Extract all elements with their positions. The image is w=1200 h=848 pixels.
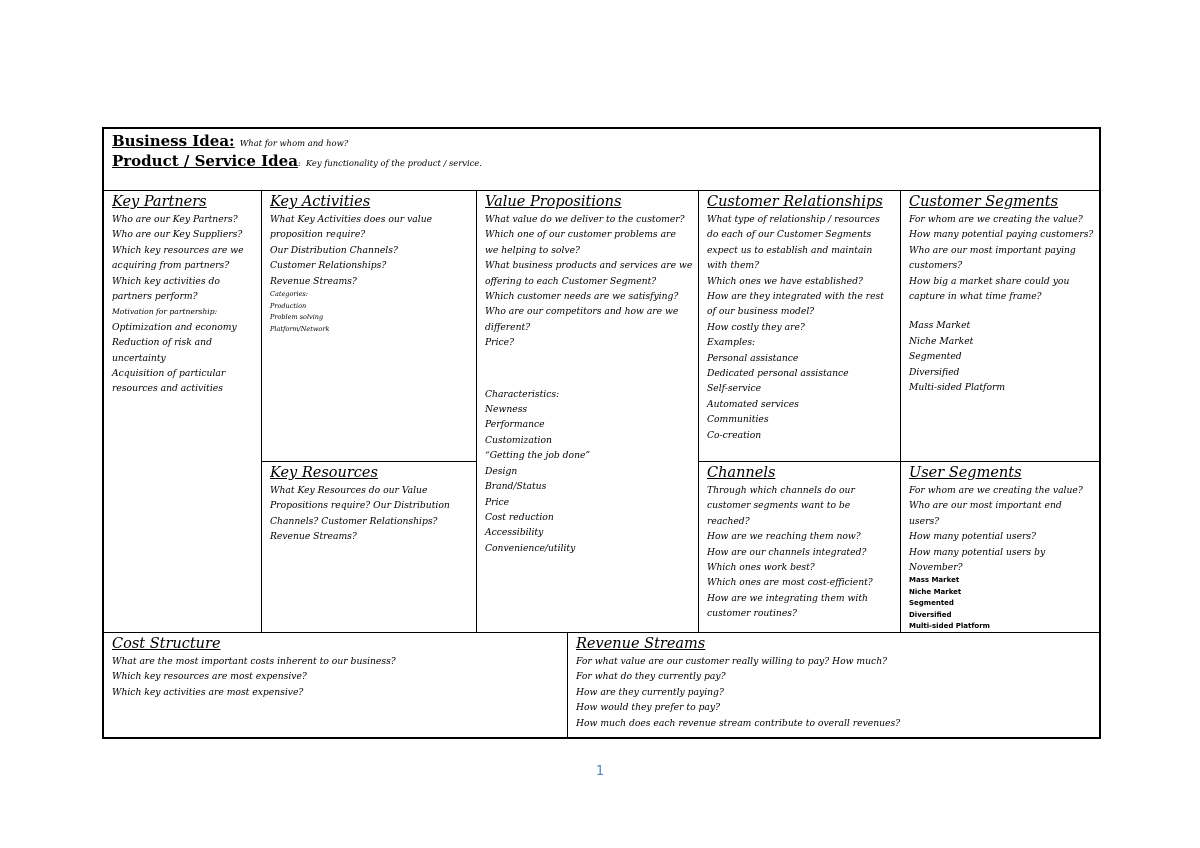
spacer [485,351,692,387]
key-partners-line: Which key resources are we [112,244,244,256]
value-propositions-line: Which one of our customer problems are [485,229,676,241]
cost-structure-line: Which key activities are most expensive? [112,686,304,698]
user-segment-type: Multi-sided Platform [909,622,990,631]
value-characteristic: Accessibility [485,527,544,539]
user-segment-type: Mass Market [909,576,960,585]
key-activities-title: Key Activities [270,194,371,210]
value-propositions-line: different? [485,321,531,333]
key-partners-section [104,191,262,633]
customer-segments-line: How many potential paying customers? [909,229,1094,241]
customer-relationships-line: How costly they are? [707,321,805,333]
spacer [909,304,1093,318]
value-propositions-line: What value do we deliver to the customer? [485,214,685,225]
customer-segments-line: Who are our most important paying [909,244,1076,256]
key-resources-title: Key Resources [270,465,378,481]
customer-relationships-line: What type of relationship / resources [707,214,880,225]
key-partners-line: resources and activities [112,383,223,395]
revenue-streams-section [568,632,1099,737]
channels-line: Through which channels do our [707,485,855,496]
key-resources-line: Revenue Streams? [270,531,357,543]
key-partners-motivation: Motivation for partnership: [112,307,218,317]
key-activities-line: proposition require? [270,229,366,241]
key-partners-line: Optimization and economy [112,321,237,333]
customer-segments-line: For whom are we creating the value? [909,214,1083,225]
customer-relationships-section [699,191,901,462]
channels-line: customer segments want to be [707,500,851,512]
customer-relationships-line: Automated services [707,398,799,410]
key-resources-section [262,462,477,633]
revenue-streams-line: For what do they currently pay? [576,671,726,683]
user-segments-section [901,462,1099,633]
header-section [104,129,1099,191]
key-resources-line: What Key Resources do our Value [270,485,428,496]
revenue-streams-line: How are they currently paying? [576,686,724,698]
user-segment-type: Segmented [909,599,954,608]
revenue-streams-title: Revenue Streams [576,636,706,652]
customer-segment-type: Niche Market [909,335,974,347]
value-characteristic: Brand/Status [485,481,547,493]
value-propositions-line: Which customer needs are we satisfying? [485,291,679,303]
cost-structure-section [104,632,568,737]
key-activities-line: Our Distribution Channels? [270,244,398,256]
channels-line: Which ones work best? [707,562,815,574]
customer-segments-line: How big a market share could you [909,275,1070,287]
revenue-streams-line: How much does each revenue stream contribute to overall revenues? [576,717,901,729]
user-segments-line: November? [909,562,963,574]
key-activities-line: What Key Activities does our value [270,214,433,225]
key-partners-line: Who are our Key Suppliers? [112,229,243,241]
key-partners-line: acquiring from partners? [112,260,230,272]
customer-segments-section [901,191,1099,462]
key-activities-category: Production [270,301,307,310]
value-propositions-line: we helping to solve? [485,244,580,256]
user-segments-title: User Segments [909,465,1022,481]
value-characteristic: Customization [485,434,552,446]
product-idea-text: Key functionality of the product / service. [305,158,482,168]
business-idea-label: Business Idea: [112,132,235,150]
business-idea-text: What for whom and how? [239,138,349,148]
user-segments-line: Who are our most important end [909,500,1062,512]
channels-line: How are our channels integrated? [707,546,867,558]
key-activities-section [262,191,477,462]
customer-relationships-title: Customer Relationships [707,194,883,210]
customer-relationships-line: with them? [707,260,760,272]
channels-section [699,462,901,633]
channels-title: Channels [707,465,776,481]
customer-segment-type: Segmented [909,351,962,363]
key-resources-line: Propositions require? Our Distribution [270,500,450,512]
user-segments-line: For whom are we creating the value? [909,485,1083,496]
value-characteristic: Newness [485,404,528,416]
customer-relationships-line: Co-creation [707,429,762,441]
product-idea-row [112,151,1093,171]
customer-segments-title: Customer Segments [909,194,1059,210]
page-number: 1 [595,764,605,779]
key-activities-category: Platform/Network [270,324,330,333]
user-segments-line: users? [909,515,940,527]
value-propositions-line: Who are our competitors and how are we [485,306,679,318]
value-characteristic: Performance [485,419,545,431]
customer-segment-type: Multi-sided Platform [909,382,1006,394]
value-propositions-title: Value Propositions [485,194,622,210]
product-idea-label: Product / Service Idea [112,152,298,170]
user-segments-line: How many potential users by [909,546,1046,558]
value-characteristic: Design [485,465,518,477]
key-partners-line: Who are our Key Partners? [112,214,238,225]
customer-segments-line: customers? [909,260,963,272]
channels-line: Which ones are most cost-efficient? [707,577,873,589]
customer-relationships-line: of our business model? [707,306,815,318]
cost-structure-line: Which key resources are most expensive? [112,671,307,683]
customer-relationships-line: Communities [707,414,769,426]
value-characteristic: Characteristics: [485,388,560,400]
customer-relationships-line: Examples: [707,337,756,349]
user-segment-type: Niche Market [909,587,962,596]
customer-relationships-line: Personal assistance [707,352,799,364]
value-propositions-line: Price? [485,337,515,349]
customer-relationships-line: expect us to establish and maintain [707,244,873,256]
key-resources-line: Channels? Customer Relationships? [270,515,438,527]
key-partners-line: Which key activities do [112,275,220,287]
key-activities-category: Problem solving [270,313,324,322]
key-partners-title: Key Partners [112,194,207,210]
key-activities-category: Categories: [270,290,308,299]
key-activities-line: Customer Relationships? [270,260,387,272]
value-characteristic: Cost reduction [485,511,554,523]
key-partners-line: Acquisition of particular [112,368,226,380]
value-propositions-section [477,191,699,633]
value-propositions-line: What business products and services are we [485,260,693,272]
channels-line: customer routines? [707,608,797,620]
channels-line: reached? [707,515,750,527]
business-model-canvas [102,127,1101,739]
key-partners-line: Reduction of risk and [112,337,212,349]
customer-segments-line: capture in what time frame? [909,291,1042,303]
business-idea-row [112,131,1093,151]
customer-relationships-line: Dedicated personal assistance [707,368,849,380]
customer-relationships-line: Which ones we have established? [707,275,863,287]
revenue-streams-line: How would they prefer to pay? [576,702,721,714]
cost-structure-line: What are the most important costs inherent to our business? [112,656,396,667]
channels-line: How are we integrating them with [707,592,868,604]
customer-relationships-line: How are they integrated with the rest [707,291,884,303]
revenue-streams-line: For what value are our customer really willing to pay? How much? [576,656,888,667]
value-characteristic: Price [485,496,510,508]
value-propositions-line: offering to each Customer Segment? [485,275,657,287]
customer-segment-type: Mass Market [909,320,971,332]
user-segment-type: Diversified [909,610,952,619]
channels-line: How are we reaching them now? [707,531,861,543]
customer-segment-type: Diversified [909,366,960,378]
customer-relationships-line: Self-service [707,383,762,395]
customer-relationships-line: do each of our Customer Segments [707,229,872,241]
value-characteristic: “Getting the job done” [485,450,591,462]
user-segments-line: How many potential users? [909,531,1037,543]
product-idea-colon: : [297,158,301,168]
key-partners-line: partners perform? [112,291,198,303]
value-characteristic: Convenience/utility [485,542,576,554]
key-partners-line: uncertainty [112,352,166,364]
cost-structure-title: Cost Structure [112,636,221,652]
key-activities-line: Revenue Streams? [270,275,357,287]
